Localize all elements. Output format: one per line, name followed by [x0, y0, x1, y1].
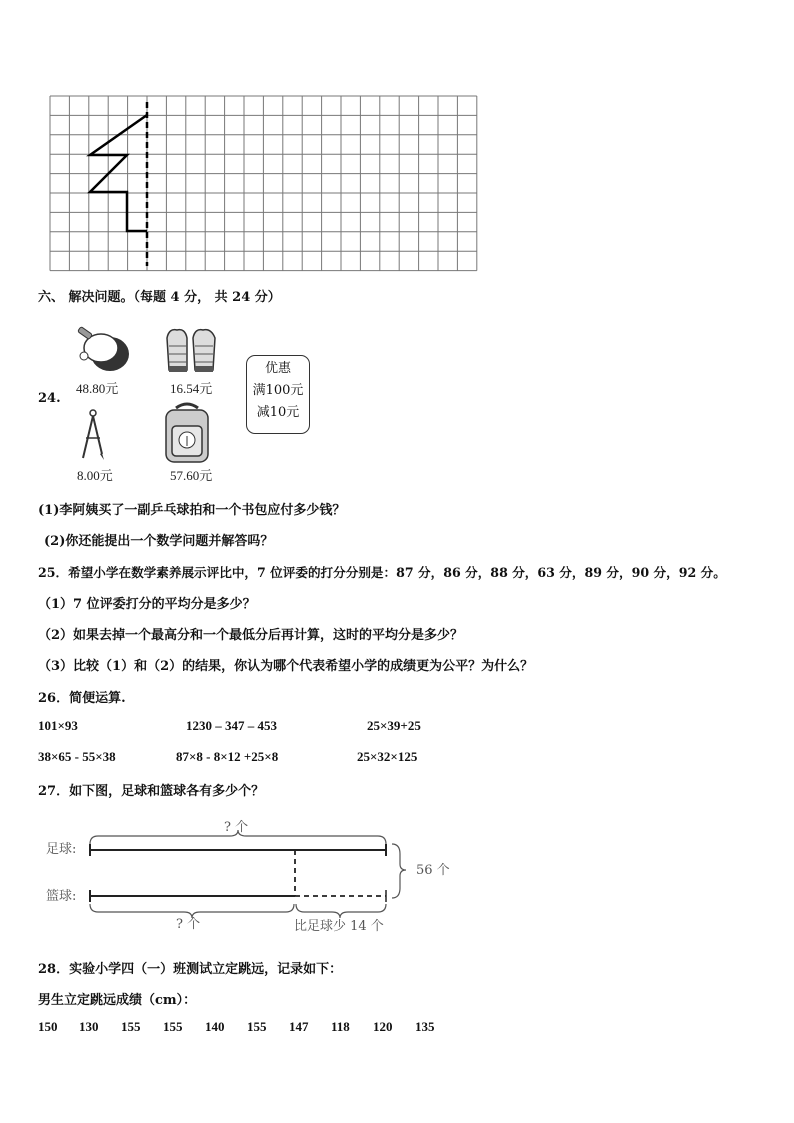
right-brace — [392, 844, 406, 898]
promo-line-1: 优惠 — [264, 361, 291, 376]
score-5: 140 — [205, 1019, 225, 1034]
q27-stem: 27．如下图，足球和篮球各有多少个？ — [38, 784, 265, 799]
basketball-label: 篮球: — [46, 889, 77, 904]
backpack-icon — [158, 400, 216, 466]
less-brace — [296, 904, 386, 918]
ping-pong-paddle-icon — [74, 326, 132, 376]
line-segment-diagram — [0, 810, 794, 940]
q28-stem: 28．实验小学四（一）班测试立定跳远，记录如下： — [38, 962, 343, 977]
promo-box — [246, 355, 310, 434]
score-9: 120 — [373, 1019, 393, 1034]
football-label: 足球: — [46, 842, 77, 857]
score-3: 155 — [121, 1019, 141, 1034]
score-1: 150 — [38, 1019, 58, 1034]
score-2: 130 — [79, 1019, 99, 1034]
calc-4: 38×65 - 55×38 — [38, 749, 116, 764]
promo-line-3: 减10元 — [256, 405, 300, 420]
price-backpack: 57.60元 — [170, 468, 213, 483]
score-4: 155 — [163, 1019, 183, 1034]
section-heading: 六、 解决问题。（每题 4 分， 共 24 分） — [38, 290, 281, 305]
q28-sub: 男生立定跳远成绩（cm）： — [38, 993, 197, 1008]
calc-5: 87×8 - 8×12 +25×8 — [176, 749, 279, 764]
promo-line-2: 满100元 — [252, 383, 304, 398]
grid-figure — [0, 0, 794, 280]
q24-sub1: (1)李阿姨买了一副乒乓球拍和一个书包应付多少钱？ — [38, 503, 346, 518]
q25-sub3: （3）比较（1）和（2）的结果，你认为哪个代表希望小学的成绩更为公平？为什么？ — [38, 659, 534, 674]
less-label: 比足球少 14 个 — [294, 919, 384, 934]
price-compass: 8.00元 — [77, 468, 113, 483]
q25-sub1: （1）7 位评委打分的平均分是多少？ — [38, 597, 256, 612]
price-gloves: 16.54元 — [170, 381, 213, 396]
calc-2: 1230 – 347 – 453 — [186, 718, 277, 733]
top-unknown: ? 个 — [224, 820, 249, 835]
zigzag-shape — [90, 115, 147, 231]
gloves-icon — [163, 326, 219, 376]
q25-sub2: （2）如果去掉一个最高分和一个最低分后再计算，这时的平均分是多少？ — [38, 628, 464, 643]
q24-sub2: (2)你还能提出一个数学问题并解答吗？ — [44, 534, 274, 549]
question-number-24: 24. — [38, 391, 61, 406]
score-10: 135 — [415, 1019, 435, 1034]
score-6: 155 — [247, 1019, 267, 1034]
calc-1: 101×93 — [38, 718, 78, 733]
compass-icon — [78, 408, 108, 462]
price-paddle: 48.80元 — [76, 381, 119, 396]
calc-6: 25×32×125 — [357, 749, 418, 764]
q26-stem: 26．简便运算. — [38, 691, 126, 706]
bottom-unknown: ? 个 — [176, 917, 201, 932]
score-7: 147 — [289, 1019, 309, 1034]
score-8: 118 — [331, 1019, 350, 1034]
total-label: 56 个 — [416, 863, 450, 878]
calc-3: 25×39+25 — [367, 718, 421, 733]
top-brace — [90, 830, 386, 844]
q25-stem: 25．希望小学在数学素养展示评比中，7 位评委的打分分别是：87 分，86 分，88 分，63 分，89 分，90 分，92 分。 — [38, 565, 726, 580]
bottom-brace — [90, 904, 294, 918]
